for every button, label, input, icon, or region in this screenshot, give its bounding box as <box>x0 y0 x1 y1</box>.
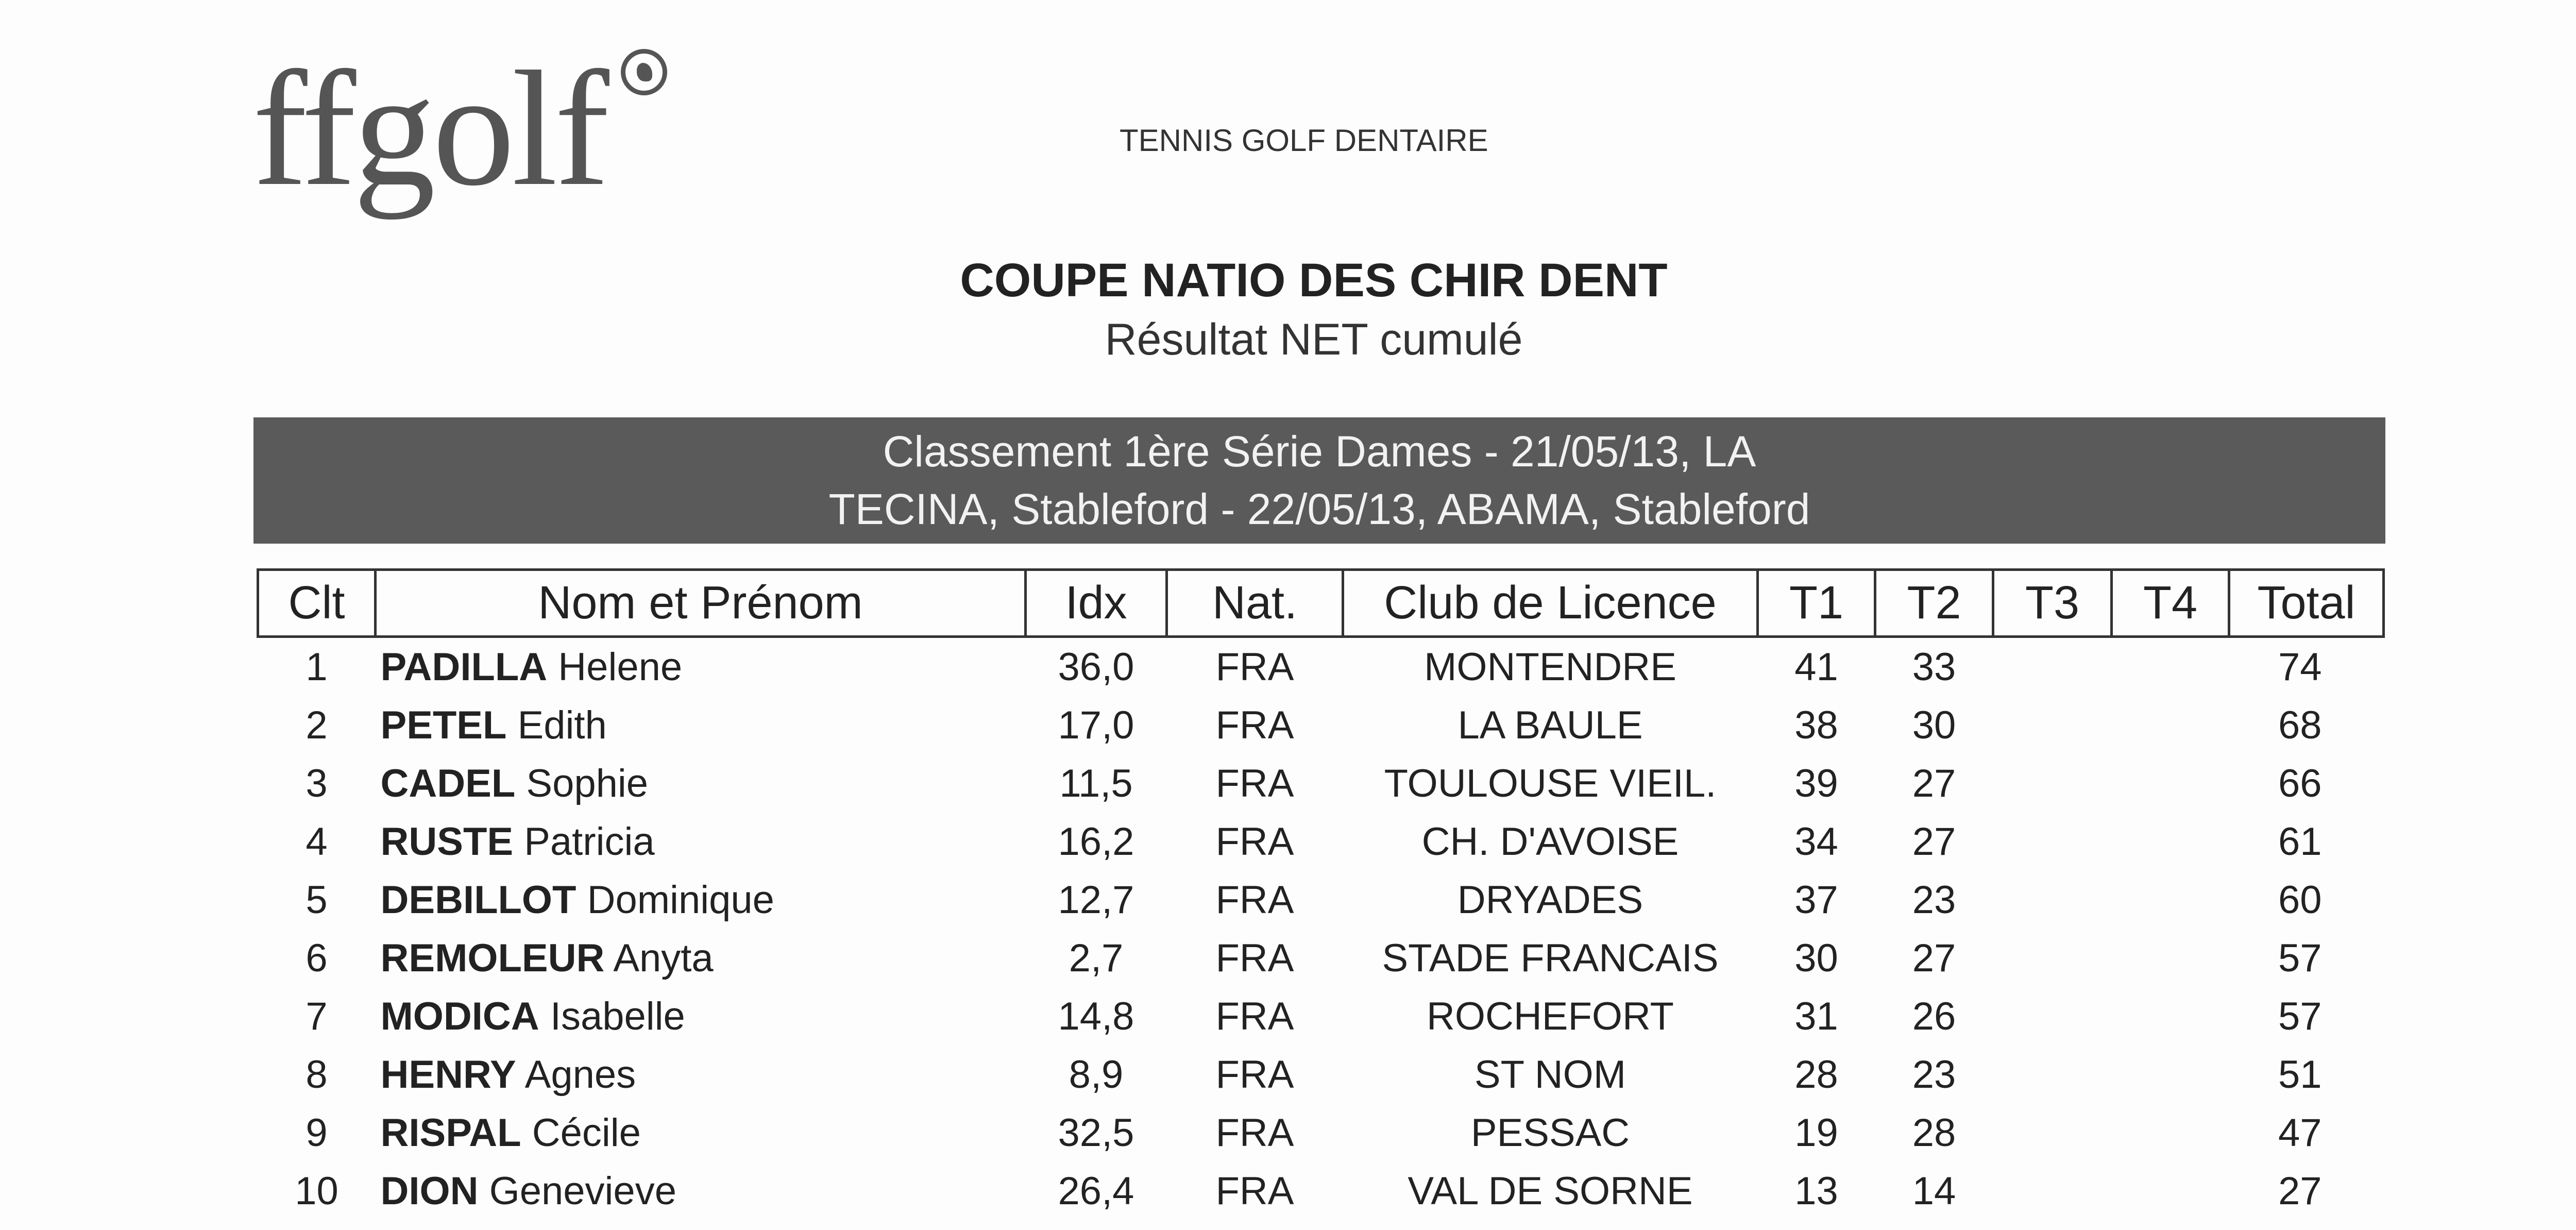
t3-cell <box>1993 987 2112 1046</box>
t4-cell <box>2112 696 2229 754</box>
first-name: Edith <box>517 703 607 747</box>
header-row <box>258 570 2384 637</box>
nat-cell: FRA <box>1215 1053 1294 1097</box>
club-cell: CH. D'AVOISE <box>1421 820 1679 864</box>
last-name: DEBILLOT <box>380 878 577 922</box>
t4-cell <box>2112 754 2229 813</box>
club-cell: ROCHEFORT <box>1427 995 1674 1038</box>
first-name: Cécile <box>532 1111 641 1155</box>
last-name: RUSTE <box>380 820 514 864</box>
idx-cell: 36,0 <box>1058 645 1134 689</box>
nat-cell: FRA <box>1215 820 1294 864</box>
nat-cell: FRA <box>1215 995 1294 1038</box>
idx-cell: 16,2 <box>1058 820 1134 864</box>
idx-cell: 32,5 <box>1058 1111 1134 1155</box>
t4-cell <box>2112 1162 2229 1220</box>
t4-cell <box>2112 871 2229 929</box>
first-name: Genevieve <box>489 1169 676 1213</box>
total-cell: 51 <box>2278 1053 2322 1097</box>
total-cell: 57 <box>2278 936 2322 980</box>
last-name: DION <box>380 1169 479 1213</box>
t1-cell: 37 <box>1794 878 1838 922</box>
t1-cell: 39 <box>1794 762 1838 805</box>
idx-cell: 8,9 <box>1069 1053 1124 1097</box>
table-row <box>258 1104 2384 1162</box>
t2-cell: 26 <box>1912 995 1956 1038</box>
t3-cell <box>1993 929 2112 987</box>
ranking-banner <box>253 417 2385 544</box>
rank-cell: 6 <box>306 936 328 980</box>
last-name: CADEL <box>380 762 516 805</box>
t3-cell <box>1993 754 2112 813</box>
t2-cell: 30 <box>1912 703 1956 747</box>
rank-cell: 4 <box>306 820 328 864</box>
banner-line-1: Classement 1ère Série Dames - 21/05/13, LA <box>883 427 1756 476</box>
first-name: Agnes <box>524 1053 636 1097</box>
table-row <box>258 987 2384 1046</box>
idx-cell: 14,8 <box>1058 995 1134 1038</box>
first-name: Anyta <box>613 936 714 980</box>
t2-cell: 23 <box>1912 1053 1956 1097</box>
total-cell: 68 <box>2278 703 2322 747</box>
name-cell <box>376 813 1026 871</box>
t2-cell: 27 <box>1912 762 1956 805</box>
club-cell: DRYADES <box>1457 878 1643 922</box>
t2-cell: 27 <box>1912 936 1956 980</box>
nat-cell: FRA <box>1215 878 1294 922</box>
t2-cell: 33 <box>1912 645 1956 689</box>
col-header-club: Club de Licence <box>1343 570 1758 637</box>
first-name: Isabelle <box>550 995 685 1038</box>
col-header-t1: T1 <box>1758 570 1875 637</box>
table-row <box>258 754 2384 813</box>
rank-cell: 3 <box>306 762 328 805</box>
total-cell: 66 <box>2278 762 2322 805</box>
name-cell <box>376 929 1026 987</box>
total-cell: 27 <box>2278 1169 2322 1213</box>
rank-cell: 5 <box>306 878 328 922</box>
total-cell: 57 <box>2278 995 2322 1038</box>
t1-cell: 30 <box>1794 936 1838 980</box>
nat-cell: FRA <box>1215 703 1294 747</box>
idx-cell: 17,0 <box>1058 703 1134 747</box>
last-name: PETEL <box>380 703 507 747</box>
rank-cell: 1 <box>306 645 328 689</box>
first-name: Helene <box>558 645 683 689</box>
t4-cell <box>2112 1046 2229 1104</box>
idx-cell: 26,4 <box>1058 1169 1134 1213</box>
name-cell <box>376 1104 1026 1162</box>
rank-cell: 9 <box>306 1111 328 1155</box>
first-name: Dominique <box>587 878 774 922</box>
banner-line-2: TECINA, Stableford - 22/05/13, ABAMA, Stableford <box>828 485 1810 533</box>
idx-cell: 11,5 <box>1059 762 1133 805</box>
t1-cell: 38 <box>1794 703 1838 747</box>
t1-cell: 34 <box>1794 820 1838 864</box>
t3-cell <box>1993 696 2112 754</box>
total-cell: 74 <box>2278 645 2322 689</box>
col-header-idx: Idx <box>1026 570 1167 637</box>
col-header-t2: T2 <box>1875 570 1993 637</box>
name-cell <box>376 1162 1026 1220</box>
table-row <box>258 637 2384 697</box>
name-cell <box>376 1046 1026 1104</box>
last-name: MODICA <box>380 995 539 1038</box>
t4-cell <box>2112 1104 2229 1162</box>
page-subtitle: Résultat NET cumulé <box>1105 315 1523 364</box>
last-name: RISPAL <box>380 1111 521 1155</box>
col-header-name: Nom et Prénom <box>376 570 1026 637</box>
t1-cell: 31 <box>1794 995 1838 1038</box>
t2-cell: 23 <box>1912 878 1956 922</box>
page-title: COUPE NATIO DES CHIR DENT <box>960 254 1668 307</box>
t1-cell: 41 <box>1794 645 1838 689</box>
last-name: PADILLA <box>380 645 548 689</box>
t4-cell <box>2112 637 2229 697</box>
t3-cell <box>1993 1046 2112 1104</box>
name-cell <box>376 871 1026 929</box>
rank-cell: 2 <box>306 703 328 747</box>
idx-cell: 12,7 <box>1058 878 1134 922</box>
total-cell: 47 <box>2278 1111 2322 1155</box>
ffgolf-logo: ffgolf <box>252 38 606 220</box>
rank-cell: 8 <box>306 1053 328 1097</box>
last-name: REMOLEUR <box>380 936 605 980</box>
last-name: HENRY <box>380 1053 516 1097</box>
t2-cell: 27 <box>1912 820 1956 864</box>
club-cell: LA BAULE <box>1458 703 1643 747</box>
t4-cell <box>2112 813 2229 871</box>
organization-name: TENNIS GOLF DENTAIRE <box>1120 123 1488 158</box>
name-cell <box>376 696 1026 754</box>
t3-cell <box>1993 813 2112 871</box>
idx-cell: 2,7 <box>1069 936 1124 980</box>
col-header-t4: T4 <box>2112 570 2229 637</box>
table-row <box>258 696 2384 754</box>
col-header-clt: Clt <box>258 570 376 637</box>
table-row <box>258 813 2384 871</box>
t4-cell <box>2112 929 2229 987</box>
table-row <box>258 1046 2384 1104</box>
nat-cell: FRA <box>1215 1111 1294 1155</box>
nat-cell: FRA <box>1215 936 1294 980</box>
total-cell: 60 <box>2278 878 2322 922</box>
first-name: Patricia <box>524 820 655 864</box>
total-cell: 61 <box>2278 820 2322 864</box>
t3-cell <box>1993 871 2112 929</box>
t4-cell <box>2112 987 2229 1046</box>
t2-cell: 14 <box>1912 1169 1956 1213</box>
name-cell <box>376 637 1026 697</box>
club-cell: VAL DE SORNE <box>1408 1169 1693 1213</box>
nat-cell: FRA <box>1215 645 1294 689</box>
rank-cell: 10 <box>295 1169 338 1213</box>
col-header-nat: Nat. <box>1167 570 1343 637</box>
first-name: Sophie <box>526 762 649 805</box>
t3-cell <box>1993 1162 2112 1220</box>
nat-cell: FRA <box>1215 762 1294 805</box>
col-header-t3: T3 <box>1993 570 2112 637</box>
name-cell <box>376 754 1026 813</box>
t2-cell: 28 <box>1912 1111 1956 1155</box>
nat-cell: FRA <box>1215 1169 1294 1213</box>
col-header-total: Total <box>2229 570 2384 637</box>
t3-cell <box>1993 1104 2112 1162</box>
table-row <box>258 1162 2384 1220</box>
t3-cell <box>1993 637 2112 697</box>
club-cell: TOULOUSE VIEIL. <box>1384 762 1717 805</box>
t1-cell: 19 <box>1794 1111 1838 1155</box>
club-cell: STADE FRANCAIS <box>1382 936 1719 980</box>
results-table <box>257 568 2385 1220</box>
name-cell <box>376 987 1026 1046</box>
rank-cell: 7 <box>306 995 328 1038</box>
t1-cell: 13 <box>1794 1169 1838 1213</box>
club-cell: PESSAC <box>1470 1111 1630 1155</box>
table-row <box>258 871 2384 929</box>
t1-cell: 28 <box>1794 1053 1838 1097</box>
rooster-registered-icon <box>621 49 667 95</box>
table-row <box>258 929 2384 987</box>
club-cell: MONTENDRE <box>1424 645 1676 689</box>
club-cell: ST NOM <box>1474 1053 1626 1097</box>
